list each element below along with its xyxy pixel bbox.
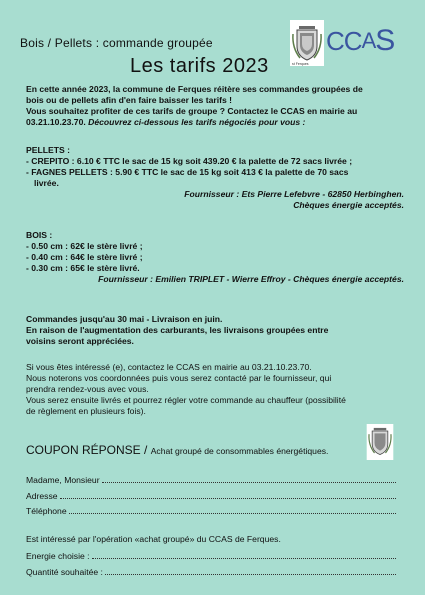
- address-field[interactable]: [26, 490, 396, 501]
- phone-label: Téléphone: [26, 506, 67, 516]
- coupon-title-sub: Achat groupé de consommables énergétiques.: [150, 446, 329, 456]
- interest-line: Est intéressé par l'opération «achat groupé» du CCAS de Ferques.: [26, 534, 281, 544]
- contact-line: de règlement en plusieurs fois).: [26, 406, 146, 416]
- bois-section: [26, 230, 404, 285]
- ccas-logo: [326, 24, 394, 58]
- quantity-label: Quantité souhaitée :: [26, 567, 103, 577]
- energy-field[interactable]: [26, 550, 396, 561]
- name-dotted-line[interactable]: [102, 481, 396, 483]
- coat-of-arms-icon: [366, 424, 394, 460]
- interest-text: [26, 534, 404, 545]
- commandes-line: voisins seront appréciées.: [26, 336, 134, 346]
- coupon-title: [26, 443, 328, 457]
- bois-item: - 0.30 cm : 65€ le stère livré.: [26, 263, 140, 273]
- quantity-field[interactable]: [26, 566, 396, 577]
- intro-phone: 03.21.10.23.70.: [26, 117, 86, 127]
- pellets-heading: PELLETS :: [26, 145, 70, 155]
- contact-line: prendra rendez-vous avec vous.: [26, 384, 149, 394]
- commandes-section: [26, 314, 404, 347]
- name-field[interactable]: [26, 474, 396, 485]
- bois-item: - 0.50 cm : 62€ le stère livré ;: [26, 241, 143, 251]
- name-label: Madame, Monsieur: [26, 475, 100, 485]
- intro-line: En cette année 2023, la commune de Ferques réitère ses commandes groupées de: [26, 84, 363, 94]
- intro-line: Vous souhaitez profiter de ces tarifs de groupe ? Contactez le CCAS en mairie au: [26, 106, 358, 116]
- pellets-supplier: Fournisseur : Ets Pierre Lefebvre - 62850 Herbinghen.: [184, 189, 404, 199]
- commandes-line: En raison de l'augmentation des carburants, les livraisons groupées entre: [26, 325, 329, 335]
- page-title: Les tarifs 2023: [130, 55, 269, 77]
- contact-section: [26, 362, 404, 417]
- logo-tail-text: S: [375, 24, 395, 57]
- intro-highlight: Découvrez ci-dessous les tarifs négociés pour vous :: [88, 117, 306, 127]
- intro-line: bois ou de pellets afin d'en faire baisser les tarifs !: [26, 95, 232, 105]
- pellets-cheques: Chèques énergie acceptés.: [293, 200, 404, 210]
- subtitle: Bois / Pellets : commande groupée: [20, 36, 213, 50]
- intro-line: [26, 117, 404, 128]
- address-dotted-line[interactable]: [60, 497, 396, 499]
- logo-main-text: CC: [326, 26, 362, 56]
- address-label: Adresse: [26, 491, 58, 501]
- energy-label: Energie choisie :: [26, 551, 90, 561]
- bois-item: - 0.40 cm : 64€ le stère livré ;: [26, 252, 143, 262]
- pellets-section: [26, 145, 404, 211]
- coupon-title-main: COUPON RÉPONSE /: [26, 443, 151, 457]
- bois-supplier: Fournisseur : Emilien TRIPLET - Wierre Effroy - Chèques énergie acceptés.: [98, 274, 404, 284]
- coat-of-arms-icon: [290, 20, 324, 66]
- energy-dotted-line[interactable]: [92, 557, 396, 559]
- contact-line: Nous noterons vos coordonnées puis vous serez contacté par le fournisseur, qui: [26, 373, 332, 383]
- pellets-item: livrée.: [34, 178, 59, 188]
- contact-line: Vous serez ensuite livrés et pourrez régler votre commande au chauffeur (possibilité: [26, 395, 346, 405]
- pellets-item: - CREPITO : 6.10 € TTC le sac de 15 kg soit 439.20 € la palette de 72 sacs livrée ;: [26, 156, 353, 166]
- logo-accent-text: A: [361, 28, 376, 53]
- intro-paragraph: [26, 84, 404, 128]
- bois-heading: BOIS :: [26, 230, 53, 240]
- commandes-line: Commandes jusqu'au 30 mai - Livraison en juin.: [26, 314, 223, 324]
- crest-caption: st Ferques: [292, 62, 309, 66]
- phone-dotted-line[interactable]: [69, 512, 396, 514]
- phone-field[interactable]: [26, 505, 396, 516]
- pellets-item: - FAGNES PELLETS : 5.90 € TTC le sac de 15 kg soit 413 € la palette de 70 sacs: [26, 167, 349, 177]
- contact-line: Si vous êtes intéressé (e), contactez le CCAS en mairie au 03.21.10.23.70.: [26, 362, 312, 372]
- quantity-dotted-line[interactable]: [105, 573, 396, 575]
